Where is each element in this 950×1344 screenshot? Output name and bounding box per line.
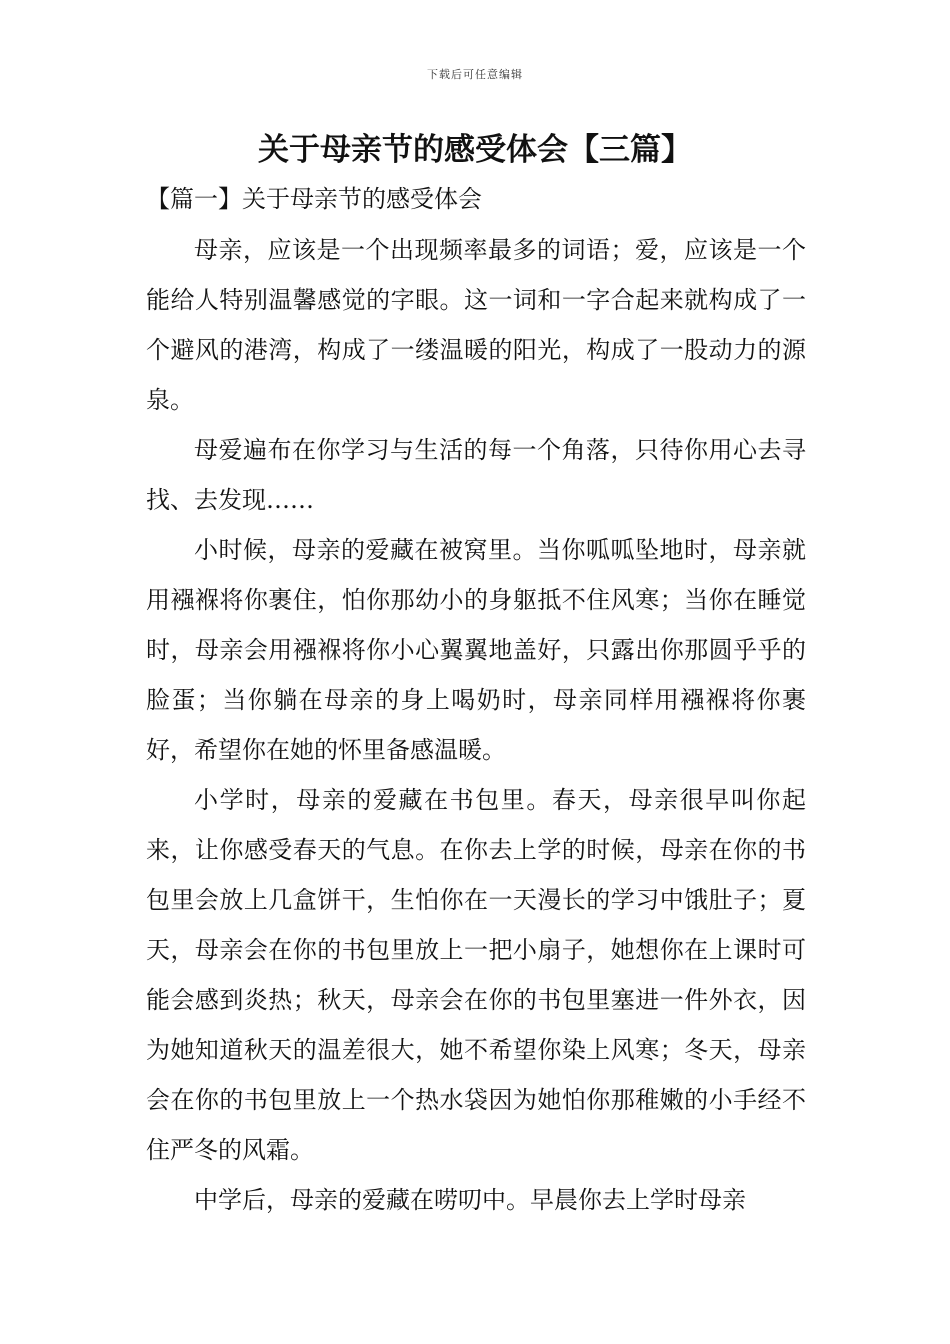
paragraph: 母爱遍布在你学习与生活的每一个角落，只待你用心去寻找、去发现…… bbox=[146, 436, 806, 514]
section-heading: 【篇一】关于母亲节的感受体会 bbox=[146, 185, 482, 213]
document-title: 关于母亲节的感受体会【三篇】 bbox=[258, 132, 692, 168]
paragraph: 小时候，母亲的爱藏在被窝里。当你呱呱坠地时，母亲就用襁褓将你裹住，怕你那幼小的身躯抵不住风寒；当你在睡觉时，母亲会用襁褓将你小心翼翼地盖好，只露出你那圆乎乎的脸蛋；当你躺在母亲的身上喝奶时，母亲同样用襁褓将你裹好，希望你在她的怀里备感温暖。 bbox=[146, 536, 806, 764]
header-note: 下载后可任意编辑 bbox=[427, 68, 523, 81]
paragraph: 小学时，母亲的爱藏在书包里。春天，母亲很早叫你起来，让你感受春天的气息。在你去上学的时候，母亲在你的书包里会放上几盒饼干，生怕你在一天漫长的学习中饿肚子；夏天，母亲会在你的书包里放上一把小扇子，她想你在上课时可能会感到炎热；秋天，母亲会在你的书包里塞进一件外衣，因为她知道秋天的温差很大，她不希望你染上风寒；冬天，母亲会在你的书包里放上一个热水袋因为她怕你那稚嫩的小手经不住严冬的风霜。 bbox=[146, 786, 806, 1164]
body-text bbox=[146, 225, 806, 1225]
paragraph: 中学后，母亲的爱藏在唠叨中。早晨你去上学时母亲 bbox=[194, 1186, 746, 1214]
paragraph: 母亲，应该是一个出现频率最多的词语；爱，应该是一个能给人特别温馨感觉的字眼。这一词和一字合起来就构成了一个避风的港湾，构成了一缕温暖的阳光，构成了一股动力的源泉。 bbox=[146, 236, 806, 414]
